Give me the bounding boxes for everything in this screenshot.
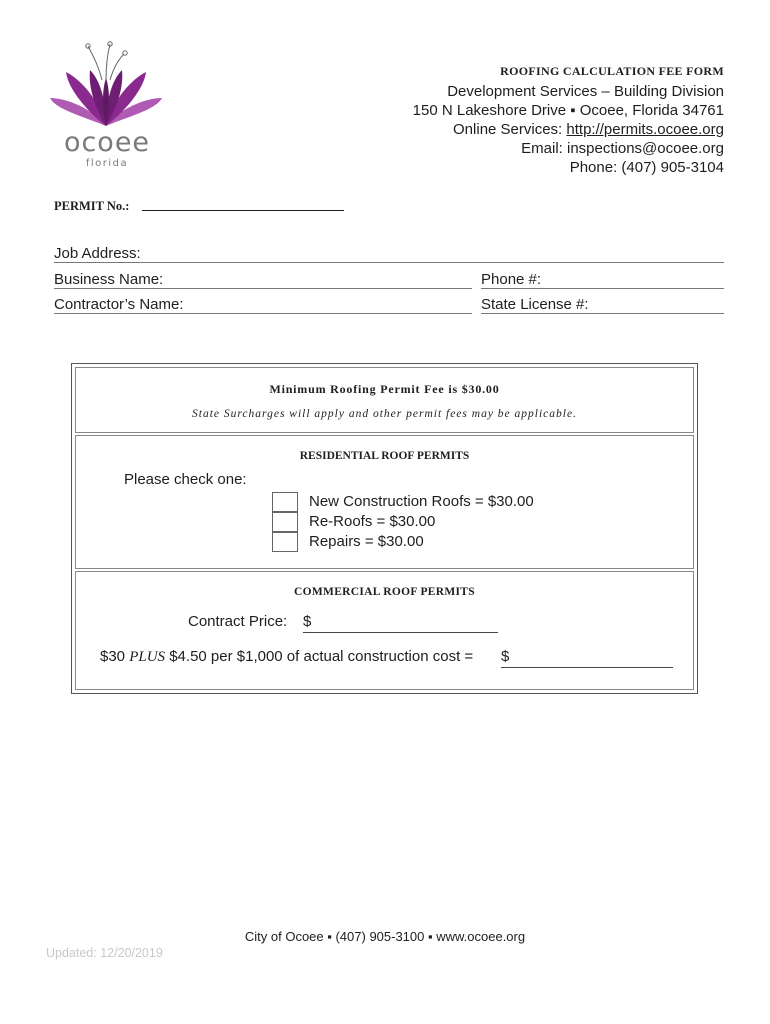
state-license-field[interactable] bbox=[481, 313, 724, 314]
fee-box bbox=[71, 363, 698, 694]
commercial-section bbox=[75, 571, 694, 690]
contractor-name-field[interactable] bbox=[54, 313, 472, 314]
re-roofs-checkbox[interactable] bbox=[272, 512, 298, 532]
contractor-name-label: Contractor’s Name: bbox=[54, 296, 184, 313]
phone-label: Phone #: bbox=[481, 271, 542, 288]
job-address-label: Job Address: bbox=[54, 245, 141, 262]
minimum-fee-section bbox=[75, 367, 694, 433]
job-address-field[interactable] bbox=[54, 262, 724, 263]
logo-wordmark: ocoee bbox=[63, 127, 151, 158]
state-license-label: State License #: bbox=[481, 296, 589, 313]
contract-price-label: Contract Price: bbox=[188, 613, 288, 630]
phone-field[interactable] bbox=[481, 288, 724, 289]
new-construction-label: New Construction Roofs = $30.00 bbox=[309, 493, 534, 510]
online-services-link[interactable]: http://permits.ocoee.org bbox=[566, 121, 724, 138]
logo-subtitle: florida bbox=[85, 158, 129, 169]
updated-date: Updated: 12/20/2019 bbox=[46, 946, 163, 960]
footer-contact: City of Ocoee ▪ (407) 905-3100 ▪ www.ocoee.org bbox=[244, 929, 526, 944]
permit-number-label: PERMIT No.: bbox=[54, 199, 130, 213]
online-services-label: Online Services: bbox=[453, 121, 567, 138]
commercial-title: COMMERCIAL ROOF PERMITS bbox=[294, 586, 475, 598]
business-name-field[interactable] bbox=[54, 288, 472, 289]
permit-number-field[interactable] bbox=[142, 210, 344, 211]
contract-price-field[interactable]: $ bbox=[303, 612, 498, 633]
surcharge-note: State Surcharges will apply and other permit fees may be applicable. bbox=[192, 408, 577, 420]
division-name: Development Services – Building Division bbox=[447, 83, 724, 100]
formula-suffix: $4.50 per $1,000 of actual construction cost = bbox=[165, 648, 474, 665]
formula-plus: PLUS bbox=[129, 649, 166, 665]
phone-contact: Phone: (407) 905-3104 bbox=[569, 159, 724, 176]
email-contact: Email: inspections@ocoee.org bbox=[521, 140, 724, 157]
commercial-formula bbox=[100, 647, 473, 667]
office-address: 150 N Lakeshore Drive ▪ Ocoee, Florida 34761 bbox=[412, 102, 724, 119]
repairs-label: Repairs = $30.00 bbox=[309, 533, 424, 550]
re-roofs-label: Re-Roofs = $30.00 bbox=[309, 513, 436, 530]
form-title: ROOFING CALCULATION FEE FORM bbox=[500, 64, 724, 78]
residential-title: RESIDENTIAL ROOF PERMITS bbox=[299, 450, 470, 462]
residential-section bbox=[75, 435, 694, 569]
construction-cost-field[interactable]: $ bbox=[501, 647, 673, 668]
check-one-prompt: Please check one: bbox=[124, 471, 247, 488]
formula-prefix: $30 bbox=[100, 648, 130, 665]
repairs-checkbox[interactable] bbox=[272, 532, 298, 552]
business-name-label: Business Name: bbox=[54, 271, 164, 288]
online-services bbox=[453, 120, 724, 139]
minimum-fee-text: Minimum Roofing Permit Fee is $30.00 bbox=[269, 382, 500, 396]
new-construction-checkbox[interactable] bbox=[272, 492, 298, 512]
